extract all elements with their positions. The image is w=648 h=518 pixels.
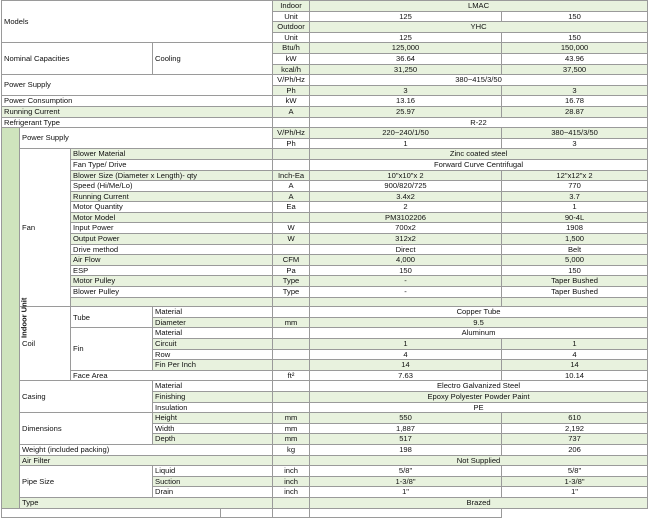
unit-kg: kg — [273, 444, 310, 455]
running-current-label: Running Current — [2, 106, 273, 117]
fan-type-label: Fan Type/ Drive — [71, 159, 273, 170]
fan-label: Fan — [20, 149, 71, 307]
motor-quantity-a: 2 — [310, 202, 502, 213]
unit-w: W — [273, 223, 310, 234]
refrigerant-type-label: Refrigerant Type — [2, 117, 273, 128]
dimensions-label: Dimensions — [20, 413, 153, 445]
row-capacity-btuh — [2, 43, 648, 54]
suction-b: 1-3/8" — [502, 476, 648, 487]
output-power-label: Output Power — [71, 234, 273, 245]
row-air-filter — [2, 455, 648, 466]
fan-running-current-b: 3.7 — [502, 191, 648, 202]
input-power-label: Input Power — [71, 223, 273, 234]
power-consumption-a: 13.16 — [310, 96, 502, 107]
fin-label: Fin — [71, 328, 153, 370]
tube-diameter: 9.5 — [310, 317, 648, 328]
fin-material: Aluminum — [310, 328, 648, 339]
tube-material: Copper Tube — [310, 307, 648, 318]
power-supply-ph-b: 3 — [502, 85, 648, 96]
cooling-label: Cooling — [153, 43, 273, 75]
fan-type: Forward Curve Centrifugal — [310, 159, 648, 170]
row-indoor-model — [2, 1, 648, 12]
drain-b: 1" — [502, 487, 648, 498]
unit-empty — [273, 391, 310, 402]
row-drive-method — [2, 244, 648, 255]
unit-empty — [273, 244, 310, 255]
tail-spacer — [2, 508, 221, 518]
power-consumption-b: 16.78 — [502, 96, 648, 107]
circuit-b: 1 — [502, 339, 648, 350]
unit-inch-ea: Inch-Ea — [273, 170, 310, 181]
height-label: Height — [153, 413, 273, 424]
fin-per-inch-b: 14 — [502, 360, 648, 371]
unit-ft2: ft² — [273, 370, 310, 381]
row-blower-pulley — [2, 287, 648, 298]
liquid-b: 5/8" — [502, 466, 648, 477]
row-output-power — [2, 234, 648, 245]
row-speed — [2, 181, 648, 192]
unit-ph: Ph — [273, 138, 310, 149]
face-area-label: Face Area — [71, 370, 273, 381]
unit-empty — [273, 339, 310, 350]
speed-b: 770 — [502, 181, 648, 192]
unit-type: Type — [273, 287, 310, 298]
unit-label: Unit — [273, 11, 310, 22]
casing-insulation: PE — [310, 402, 648, 413]
row-running-current — [2, 106, 648, 117]
row-b: 4 — [502, 349, 648, 360]
row-label: Row — [153, 349, 273, 360]
unit-pa: Pa — [273, 265, 310, 276]
indoor-label: Indoor — [273, 1, 310, 12]
depth-label: Depth — [153, 434, 273, 445]
height-a: 550 — [310, 413, 502, 424]
motor-pulley-a: - — [310, 276, 502, 287]
power-supply-vphhz: 380~415/3/50 — [310, 75, 648, 86]
liquid-label: Liquid — [153, 466, 273, 477]
blower-size-label: Blower Size (Diameter x Length)- qty — [71, 170, 273, 181]
row-input-power — [2, 223, 648, 234]
unit-empty — [221, 508, 273, 518]
row-fan-spacer — [2, 297, 648, 307]
unit-btuh: Btu/h — [273, 43, 310, 54]
motor-pulley-label: Motor Pulley — [71, 276, 273, 287]
suction-label: Suction — [153, 476, 273, 487]
iu-power-supply-a: 220~240/1/50 — [310, 128, 502, 139]
indoor-unit-a: 125 — [310, 11, 502, 22]
unit-empty — [273, 149, 310, 160]
esp-label: ESP — [71, 265, 273, 276]
unit-mm: mm — [273, 423, 310, 434]
unit-empty — [273, 497, 310, 508]
drive-method-a: Direct — [310, 244, 502, 255]
tube-diameter-label: Diameter — [153, 317, 273, 328]
row-height — [2, 413, 648, 424]
unit-empty — [273, 360, 310, 371]
casing-material: Electro Galvanized Steel — [310, 381, 648, 392]
blower-material-label: Blower Material — [71, 149, 273, 160]
drain-label: Drain — [153, 487, 273, 498]
air-flow-b: 5,000 — [502, 255, 648, 266]
blower-size-a: 10"x10"x 2 — [310, 170, 502, 181]
unit-empty — [273, 117, 310, 128]
unit-a: A — [273, 181, 310, 192]
capacity-kcal-b: 37,500 — [502, 64, 648, 75]
indoor-model: LMAC — [310, 1, 648, 12]
row-air-flow — [2, 255, 648, 266]
unit-w: W — [273, 234, 310, 245]
speed-label: Speed (Hi/Me/Lo) — [71, 181, 273, 192]
row-tail — [2, 508, 648, 518]
blower-size-b: 12"x12"x 2 — [502, 170, 648, 181]
row-type — [2, 497, 648, 508]
capacity-kw-a: 36.64 — [310, 53, 502, 64]
unit-kw: kW — [273, 96, 310, 107]
weight-b: 206 — [502, 444, 648, 455]
row-motor-pulley — [2, 276, 648, 287]
outdoor-unit-b: 150 — [502, 32, 648, 43]
casing-label: Casing — [20, 381, 153, 413]
row-blower-material — [2, 149, 648, 160]
row-face-area — [2, 370, 648, 381]
running-current-a: 25.97 — [310, 106, 502, 117]
esp-a: 150 — [310, 265, 502, 276]
row-motor-model — [2, 212, 648, 223]
casing-material-label: Material — [153, 381, 273, 392]
fan-running-current-label: Running Current — [71, 191, 273, 202]
power-supply-label: Power Supply — [2, 75, 273, 96]
tube-material-label: Material — [153, 307, 273, 318]
unit-empty — [273, 297, 310, 307]
row-a: 4 — [310, 349, 502, 360]
fan-spacer — [71, 297, 273, 307]
casing-finishing-label: Finishing — [153, 391, 273, 402]
iu-power-supply-ph-a: 1 — [310, 138, 502, 149]
width-label: Width — [153, 423, 273, 434]
row-power-consumption — [2, 96, 648, 107]
unit-mm: mm — [273, 317, 310, 328]
liquid-a: 5/8" — [310, 466, 502, 477]
unit-empty — [273, 328, 310, 339]
unit-vphhz: V/Ph/Hz — [273, 128, 310, 139]
type-value: Brazed — [310, 497, 648, 508]
blower-pulley-a: - — [310, 287, 502, 298]
weight-label: Weight (included packing) — [20, 444, 273, 455]
suction-a: 1-3/8" — [310, 476, 502, 487]
row-iu-power-supply-vphhz — [2, 128, 648, 139]
unit-empty — [273, 307, 310, 318]
drive-method-label: Drive method — [71, 244, 273, 255]
output-power-b: 1,500 — [502, 234, 648, 245]
unit-vphhz: V/Ph/Hz — [273, 75, 310, 86]
unit-inch: inch — [273, 487, 310, 498]
input-power-b: 1908 — [502, 223, 648, 234]
width-b: 2,192 — [502, 423, 648, 434]
casing-finishing: Epoxy Polyester Powder Paint — [310, 391, 648, 402]
unit-empty — [273, 381, 310, 392]
air-flow-label: Air Flow — [71, 255, 273, 266]
drive-method-b: Belt — [502, 244, 648, 255]
type-label: Type — [20, 497, 273, 508]
capacity-btuh-a: 125,000 — [310, 43, 502, 54]
capacity-kcal-a: 31,250 — [310, 64, 502, 75]
unit-kw: kW — [273, 53, 310, 64]
row-motor-quantity — [2, 202, 648, 213]
unit-ph: Ph — [273, 85, 310, 96]
blower-pulley-label: Blower Pulley — [71, 287, 273, 298]
nominal-capacities-label: Nominal Capacities — [2, 43, 153, 75]
tail-b — [310, 508, 502, 518]
unit-empty — [273, 402, 310, 413]
row-casing-material — [2, 381, 648, 392]
circuit-a: 1 — [310, 339, 502, 350]
unit-label: Unit — [273, 32, 310, 43]
output-power-a: 312x2 — [310, 234, 502, 245]
row-fan-type — [2, 159, 648, 170]
outdoor-model: YHC — [310, 22, 648, 33]
air-filter: Not Supplied — [310, 455, 648, 466]
unit-mm: mm — [273, 413, 310, 424]
row-weight — [2, 444, 648, 455]
unit-empty — [273, 455, 310, 466]
row-fan-running-current — [2, 191, 648, 202]
speed-a: 900/820/725 — [310, 181, 502, 192]
row-refrigerant-type — [2, 117, 648, 128]
unit-mm: mm — [273, 434, 310, 445]
blower-pulley-b: Taper Bushed — [502, 287, 648, 298]
fan-spacer-b — [502, 297, 648, 307]
motor-quantity-label: Motor Quantity — [71, 202, 273, 213]
tube-label: Tube — [71, 307, 153, 328]
motor-model-a: PM3102206 — [310, 212, 502, 223]
capacity-btuh-b: 150,000 — [502, 43, 648, 54]
capacity-kw-b: 43.96 — [502, 53, 648, 64]
tail-a — [273, 508, 310, 518]
row-power-supply-vphhz — [2, 75, 648, 86]
face-area-b: 10.14 — [502, 370, 648, 381]
iu-power-supply-b: 380~415/3/50 — [502, 128, 648, 139]
air-flow-a: 4,000 — [310, 255, 502, 266]
air-filter-label: Air Filter — [20, 455, 273, 466]
indoor-unit-b: 150 — [502, 11, 648, 22]
row-esp — [2, 265, 648, 276]
fan-spacer-a — [310, 297, 502, 307]
power-consumption-label: Power Consumption — [2, 96, 273, 107]
unit-a: A — [273, 191, 310, 202]
indoor-unit-side-text: Indoor Unit — [19, 297, 29, 339]
drain-a: 1" — [310, 487, 502, 498]
depth-b: 737 — [502, 434, 648, 445]
face-area-a: 7.63 — [310, 370, 502, 381]
unit-kcalh: kcal/h — [273, 64, 310, 75]
row-fin-material — [2, 328, 648, 339]
row-tube-material — [2, 307, 648, 318]
refrigerant-type: R-22 — [310, 117, 648, 128]
iu-power-supply-label: Power Supply — [20, 128, 273, 149]
pipe-size-label: Pipe Size — [20, 466, 153, 498]
casing-insulation-label: Insulation — [153, 402, 273, 413]
unit-ea: Ea — [273, 202, 310, 213]
models-label: Models — [2, 1, 273, 43]
running-current-b: 28.87 — [502, 106, 648, 117]
blower-material: Zinc coated steel — [310, 149, 648, 160]
iu-power-supply-ph-b: 3 — [502, 138, 648, 149]
depth-a: 517 — [310, 434, 502, 445]
motor-pulley-b: Taper Bushed — [502, 276, 648, 287]
height-b: 610 — [502, 413, 648, 424]
fin-per-inch-a: 14 — [310, 360, 502, 371]
fan-running-current-a: 3.4x2 — [310, 191, 502, 202]
outdoor-label: Outdoor — [273, 22, 310, 33]
width-a: 1,887 — [310, 423, 502, 434]
power-supply-ph-a: 3 — [310, 85, 502, 96]
row-blower-size — [2, 170, 648, 181]
weight-a: 198 — [310, 444, 502, 455]
outdoor-unit-a: 125 — [310, 32, 502, 43]
specification-table — [1, 0, 648, 518]
unit-empty — [273, 159, 310, 170]
unit-inch: inch — [273, 466, 310, 477]
circuit-label: Circuit — [153, 339, 273, 350]
unit-empty — [273, 212, 310, 223]
unit-empty — [273, 349, 310, 360]
unit-cfm: CFM — [273, 255, 310, 266]
esp-b: 150 — [502, 265, 648, 276]
fin-per-inch-label: Fin Per Inch — [153, 360, 273, 371]
motor-model-label: Motor Model — [71, 212, 273, 223]
unit-a: A — [273, 106, 310, 117]
coil-label: Coil — [20, 307, 71, 381]
motor-quantity-b: 1 — [502, 202, 648, 213]
input-power-a: 700x2 — [310, 223, 502, 234]
unit-type: Type — [273, 276, 310, 287]
fin-material-label: Material — [153, 328, 273, 339]
row-liquid — [2, 466, 648, 477]
unit-inch: inch — [273, 476, 310, 487]
motor-model-b: 90-4L — [502, 212, 648, 223]
